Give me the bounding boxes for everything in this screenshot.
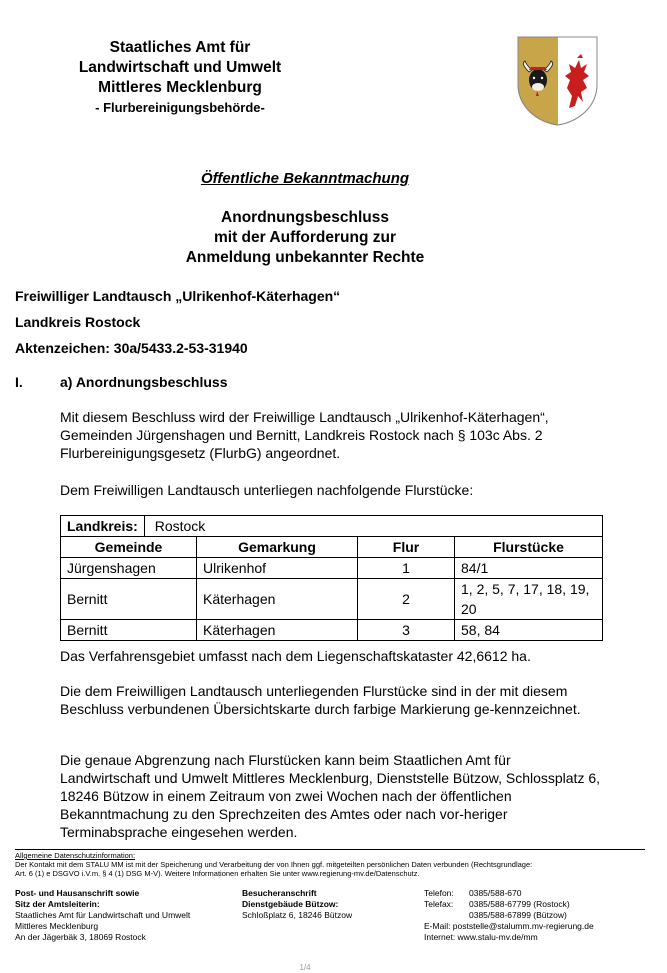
phone-line [424,888,644,899]
column-header: Gemarkung [197,537,358,558]
fax-number-buetzow: 0385/588-67899 (Bützow) [469,910,567,920]
table-cell: 1 [358,558,455,579]
phone-number: 0385/588-670 [469,888,522,898]
table-cell: 84/1 [455,558,603,579]
column-header: Flur [358,537,455,558]
district-name: Landkreis Rostock [15,314,141,330]
procedure-name: Freiwilliger Landtausch „Ulrikenhof-Käterhagen“ [15,288,341,304]
column-header: Flurstücke [455,537,603,558]
privacy-notice [15,851,645,878]
privacy-text-2: Art. 6 (1) e DSGVO i.V.m. § 4 (1) DSG M-V). Weitere Informationen erhalten Sie unter www.regierung-mv.de/Datenschutz. [15,869,420,878]
table-cell: 3 [358,620,455,641]
title-line-2: mit der Aufforderung zur [214,229,396,246]
visitor-line-1: Schloßplatz 6, 18246 Bützow [242,910,353,920]
table-district-row [61,516,603,537]
fax-label: Telefax: [424,899,454,909]
table-header-row [61,537,603,558]
paragraph-map: Die dem Freiwilligen Landtausch unterliegenden Flurstücke sind in der mit diesem Beschluss verbundenen Übersichtskarte durch farbige Markierung ge-kennzeichnet. [60,683,581,717]
column-header: Gemeinde [61,537,197,558]
phone-label: Telefon: [424,888,454,898]
table-cell: Bernitt [61,620,197,641]
footer-contact [424,888,644,943]
table-row [61,558,603,579]
table-cell: 2 [358,579,455,620]
coat-of-arms-icon [517,36,598,126]
authority-line-2: Landwirtschaft und Umwelt [78,59,282,76]
fax-number-rostock: 0385/588-67799 (Rostock) [469,899,570,909]
publication-title: Öffentliche Bekanntmachung [200,170,410,187]
fax-line-2 [424,910,644,921]
authority-line-4: - Flurbereinigungsbehörde- [95,100,265,115]
table-row [61,620,603,641]
paragraph-inspection: Die genaue Abgrenzung nach Flurstücken kann beim Staatlichen Amt für Landwirtschaft und Umwelt Mittleres Mecklenburg, Dienststelle Bützow, Schlossplatz 6, 18246 Bützow in einem Zeitraum von zwei Wochen nach der öffentlichen Bekanntmachung zu den Sprechzeiten des Amtes oder nach vor-heriger Terminabsprache eingesehen werden. [60,752,601,840]
paragraph-area: Das Verfahrensgebiet umfasst nach dem Liegenschaftskataster 42,6612 ha. [60,648,531,664]
table-cell: Käterhagen [197,579,358,620]
postal-heading-2: Sitz der Amtsleiterin: [15,899,100,909]
postal-line-3: An der Jägerbäk 3, 18069 Rostock [15,932,146,942]
email-link[interactable]: E-Mail: poststelle@stalumm.mv-regierung.de [424,921,594,931]
authority-line-1: Staatliches Amt für [109,39,251,56]
table-cell: Bernitt [61,579,197,620]
table-cell: 58, 84 [455,620,603,641]
paragraph-parcels-intro: Dem Freiwilligen Landtausch unterliegen nachfolgende Flurstücke: [60,482,474,498]
district-value: Rostock [154,518,206,534]
footer-divider [15,849,645,850]
page-number: 1/4 [299,963,311,972]
file-reference: Aktenzeichen: 30a/5433.2-53-31940 [15,340,248,356]
section-number: I. [15,374,23,390]
table-cell: Käterhagen [197,620,358,641]
district-label: Landkreis: [61,516,145,536]
authority-line-3: Mittleres Mecklenburg [98,79,262,96]
table-cell: Jürgenshagen [61,558,197,579]
postal-line-2: Mittleres Mecklenburg [15,921,99,931]
table-cell: Ulrikenhof [197,558,358,579]
privacy-heading: Allgemeine Datenschutzinformation: [15,851,136,860]
postal-line-1: Staatliches Amt für Landwirtschaft und Umwelt [15,910,191,920]
footer-visitor-address [242,888,352,921]
paragraph-order: Mit diesem Beschluss wird der Freiwillige Landtausch „Ulrikenhof-Käterhagen“, Gemeinden Jürgenshagen und Bernitt, Landkreis Rostock nach § 103c Abs. 2 Flurbereinigungsgesetz (FlurbG) angeordnet. [60,409,549,461]
section-title: a) Anordnungsbeschluss [60,374,228,390]
postal-heading-1: Post- und Hausanschrift sowie [15,888,140,898]
table-cell: 1, 2, 5, 7, 17, 18, 19, 20 [455,579,603,620]
authority-header [30,38,330,118]
document-title [0,208,610,268]
title-line-3: Anmeldung unbekannter Rechte [185,249,425,266]
visitor-heading-2: Dienstgebäude Bützow: [242,899,339,909]
website-link[interactable]: Internet: www.stalu-mv.de/mm [424,932,538,942]
fax-line-1 [424,899,644,910]
privacy-text-1: Der Kontakt mit dem STALU MM ist mit der Speicherung und Verarbeitung der von Ihnen ggf. mitgeteilten persönlichen Daten verbunden (Rechtsgrundlage: [15,860,533,869]
footer-postal-address [15,888,190,943]
visitor-heading-1: Besucheranschrift [242,888,317,898]
table-row [61,579,603,620]
parcel-table [60,515,603,641]
title-line-1: Anordnungsbeschluss [221,209,389,226]
